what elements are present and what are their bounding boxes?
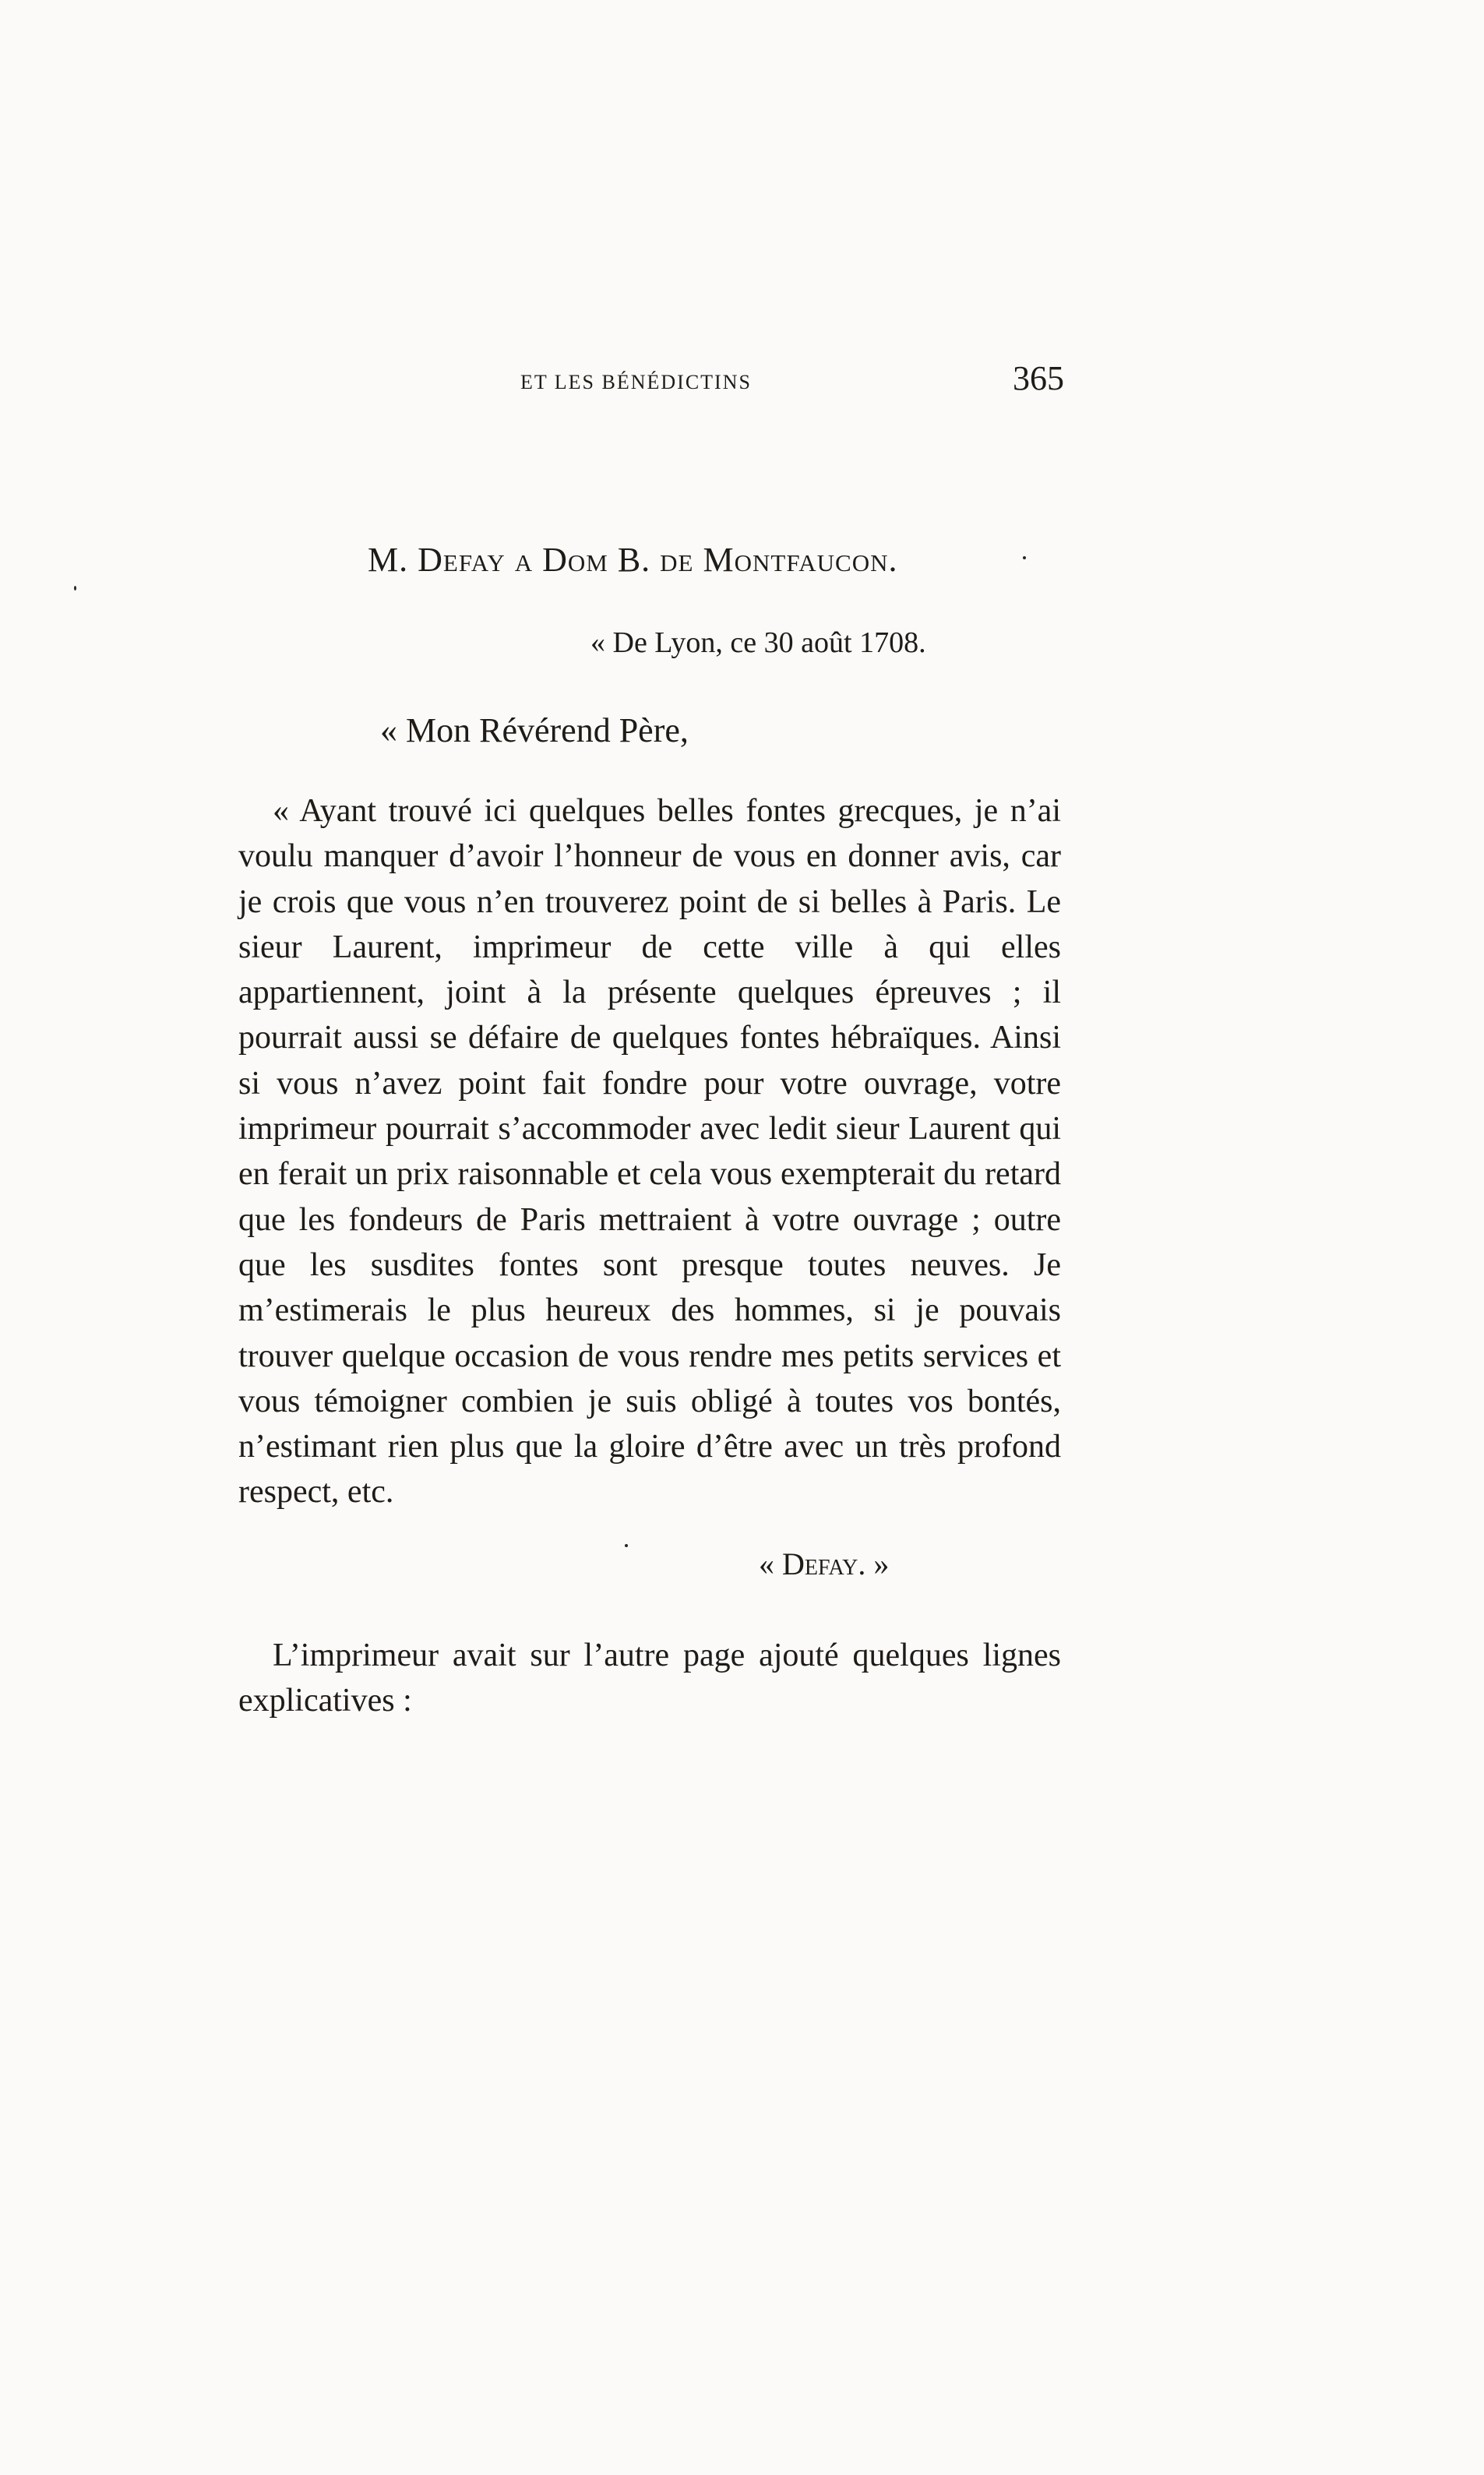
letter-date: « De Lyon, ce 30 août 1708. [590,626,926,659]
page-number: 365 [1013,359,1064,397]
letter-body: « Ayant trouvé ici quelques belles fontes grecques, je n’ai voulu manquer d’avoir l’honneur de vous en donner avis, car je crois que vous n’en trouverez point de si belles à Paris. Le sieur Laurent, imprimeur de cette ville à qui elles appartiennent, joint à la présente quelques épreuves ; il pourrait aussi se défaire de quelques fontes hébraïques. Ainsi si vous n’avez point fait fondre pour votre ouvrage, votre imprimeur pourrait s’accommoder avec ledit sieur Laurent qui en ferait un prix raisonnable et cela vous exempterait du retard que les fondeurs de Paris mettraient à votre ouvrage ; outre que les susdites fontes sont presque toutes neuves. Je m’estimerais le plus heureux des hommes, si je pouvais trouver quelque occasion de vous rendre mes petits services et vous témoigner combien je suis obligé à toutes vos bontés, n’estimant rien plus que la gloire d’être avec un très profond respect, etc. [238,793,1061,1511]
salutation: « Mon Révérend Père, [380,711,689,749]
signature: « Defay. » [759,1546,890,1581]
ink-speck [74,586,76,591]
closing-paragraph: L’imprimeur avait sur l’autre page ajouté quelques lignes explicatives : [238,1638,1061,1719]
ink-speck [625,1544,628,1547]
letter-heading: M. Defay a Dom B. de Montfaucon. [368,541,898,579]
ink-speck [1023,556,1026,559]
running-header: ET LES BÉNÉDICTINS [520,371,752,393]
